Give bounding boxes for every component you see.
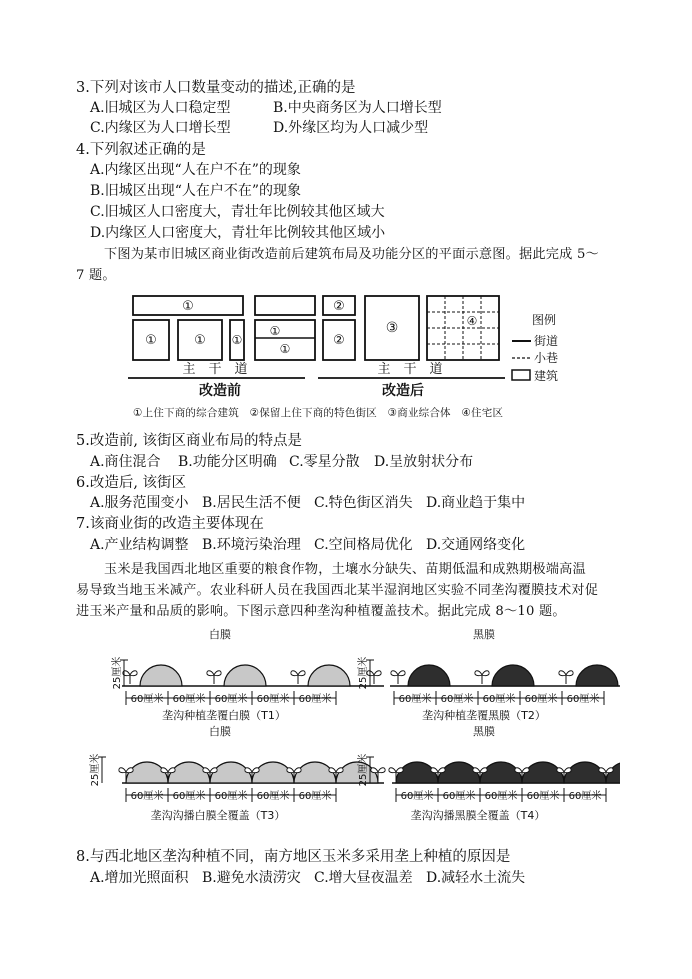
seedling-leaf — [522, 768, 529, 773]
black-film-label-t4: 黑膜 — [473, 725, 495, 738]
width-label: 60厘米 — [526, 791, 560, 802]
intro-paragraph-1-line-2: 7 题。 — [76, 268, 116, 283]
option-d[interactable]: D.内缘区人口密度大，青壮年比例较其他区域小 — [90, 225, 386, 241]
width-label: 60厘米 — [256, 694, 290, 705]
option-d[interactable]: D.外缘区均为人口减少型 — [273, 120, 429, 136]
question-5-options — [90, 452, 473, 472]
seedling-leaf — [210, 768, 217, 773]
ridge-mound — [522, 762, 564, 783]
seedling-leaf — [438, 768, 445, 773]
seedling-leaf — [371, 768, 378, 773]
seedling-leaf — [599, 768, 606, 773]
seedling-leaf — [168, 768, 175, 773]
ridge-mound — [308, 665, 350, 686]
width-label: 60厘米 — [440, 694, 474, 705]
option-c[interactable]: C.零星分散 — [289, 454, 360, 470]
width-label: 60厘米 — [524, 694, 558, 705]
question-8-stem: 8.与西北地区垄沟种植不同，南方地区玉米多采用垄上种植的原因是 — [76, 849, 511, 865]
width-label: 60厘米 — [400, 791, 434, 802]
seedling-leaf — [557, 768, 564, 773]
seedling-leaf — [482, 671, 489, 676]
seedling-leaf — [473, 768, 480, 773]
ridge-mound — [252, 762, 294, 783]
seedling-leaf — [480, 768, 487, 773]
height-label: 25厘米 — [112, 656, 123, 690]
option-d[interactable]: D.减轻水土流失 — [426, 870, 526, 886]
main-road-label: 主 干 道 — [377, 362, 443, 377]
seedling-leaf — [378, 768, 385, 773]
height-label: 25厘米 — [358, 753, 369, 787]
question-3-stem: 3.下列对该市人口数量变动的描述,正确的是 — [76, 80, 356, 96]
option-b[interactable]: B.旧城区出现“人在户不在”的现象 — [90, 183, 302, 199]
seedling-leaf — [214, 671, 221, 676]
after-label: 改造后 — [382, 383, 424, 399]
panel-t1 — [110, 657, 384, 705]
ridge-mound — [336, 762, 378, 783]
legend-building: 建筑 — [534, 369, 559, 383]
seedling-leaf — [398, 671, 405, 676]
width-label: 60厘米 — [442, 791, 476, 802]
question-3-options-row2 — [90, 118, 428, 138]
width-label: 60厘米 — [130, 694, 164, 705]
seedling-leaf — [203, 768, 210, 773]
intro-paragraph-1-line-1: 下图为某市旧城区商业街改造前后建筑布局及功能分区的平面示意图。据此完成 5～ — [104, 247, 599, 262]
question-7-options — [90, 535, 525, 555]
intro-paragraph-2-line-3: 进玉米产量和品质的影响。下图示意四种垄沟种植覆盖技术。据此完成 8～10 题。 — [76, 604, 566, 619]
zone-label-2: ② — [333, 299, 345, 314]
question-3-options-row1 — [90, 98, 442, 118]
height-label: 25厘米 — [90, 753, 101, 787]
width-label: 60厘米 — [568, 791, 602, 802]
seedling-leaf — [389, 768, 396, 773]
street-map-caption: ①上住下商的综合建筑 ②保留上住下商的特色街区 ③商业综合体 ④住宅区 — [133, 407, 504, 419]
option-b[interactable]: B.居民生活不便 — [202, 495, 301, 511]
ridge-furrow-figure — [80, 628, 620, 828]
seedling-leaf — [559, 671, 566, 676]
width-label: 60厘米 — [214, 791, 248, 802]
main-road-label: 主 干 道 — [182, 362, 248, 377]
ridge-mound — [396, 762, 438, 783]
legend-alley: 小巷 — [534, 351, 559, 365]
zone-label-1: ① — [182, 299, 194, 314]
panel-t3 — [88, 754, 385, 802]
option-c[interactable]: C.空间格局优化 — [314, 537, 413, 553]
seedling-leaf — [564, 768, 571, 773]
width-label: 60厘米 — [172, 791, 206, 802]
zone-label-1: ① — [231, 333, 243, 347]
seedling-leaf — [374, 671, 381, 676]
seedling-leaf — [431, 768, 438, 773]
option-b[interactable]: B.环境污染治理 — [202, 537, 301, 553]
street-layout-figure — [120, 290, 600, 422]
option-a[interactable]: A.增加光照面积 — [90, 870, 189, 886]
width-label: 60厘米 — [398, 694, 432, 705]
ridge-mound — [480, 762, 522, 783]
option-b[interactable]: B.功能分区明确 — [178, 454, 277, 470]
question-8-options — [90, 868, 525, 888]
black-film-label-t2: 黑膜 — [473, 628, 495, 641]
option-c[interactable]: C.旧城区人口密度大，青壮年比例较其他区域大 — [90, 204, 385, 220]
caption-t2: 垄沟种植垄覆黑膜（T2） — [422, 709, 546, 722]
caption-t1: 垄沟种植垄覆白膜（T1） — [162, 709, 286, 722]
intro-paragraph-2-line-1: 玉米是我国西北地区重要的粮食作物，土壤水分缺失、苗期低温和成熟期极端高温 — [104, 562, 586, 577]
before-label: 改造前 — [199, 383, 241, 399]
option-d[interactable]: D.交通网络变化 — [426, 537, 526, 553]
seedling-leaf — [391, 671, 398, 676]
option-a[interactable]: A.内缘区出现“人在户不在”的现象 — [90, 162, 301, 178]
zone-label-2: ② — [333, 333, 345, 348]
ridge-mound — [224, 665, 266, 686]
legend-street: 街道 — [534, 334, 559, 348]
panel-t4 — [356, 754, 620, 802]
width-label: 60厘米 — [172, 694, 206, 705]
legend — [512, 312, 558, 383]
seedling-leaf — [207, 671, 214, 676]
zone-label-1: ① — [145, 333, 157, 348]
seedling-leaf — [475, 671, 482, 676]
seedling-leaf — [245, 768, 252, 773]
legend-title: 图例 — [532, 313, 557, 327]
question-6-stem: 6.改造后, 该街区 — [76, 475, 187, 491]
seedling-leaf — [329, 768, 336, 773]
caption-t4: 垄沟沟播黑膜全覆盖（T4） — [410, 809, 546, 822]
option-d[interactable]: D.商业趋于集中 — [426, 495, 526, 511]
option-a[interactable]: A.服务范围变小 — [90, 495, 189, 511]
seedling-leaf — [294, 768, 301, 773]
seedling-leaf — [287, 768, 294, 773]
seedling-leaf — [130, 671, 137, 676]
seedling-leaf — [606, 768, 613, 773]
ridge-mound — [210, 762, 252, 783]
zone-label-1: ① — [269, 324, 281, 338]
seedling-leaf — [291, 671, 298, 676]
question-4-stem: 4.下列叙述正确的是 — [76, 142, 206, 158]
ridge-mound — [576, 665, 618, 686]
ridge-mound — [168, 762, 210, 783]
ridge-mound — [438, 762, 480, 783]
zone-label-3: ③ — [385, 320, 399, 336]
building-before-top-right — [255, 296, 315, 315]
question-6-options — [90, 493, 525, 513]
question-7-stem: 7.该商业街的改造主要体现在 — [76, 516, 264, 532]
seedling-leaf — [119, 768, 126, 773]
ridge-mound — [564, 762, 606, 783]
width-label: 60厘米 — [484, 791, 518, 802]
question-5-stem: 5.改造前, 该街区商业布局的特点是 — [76, 433, 303, 449]
white-film-label-t1: 白膜 — [209, 628, 231, 641]
seedling-leaf — [161, 768, 168, 773]
ridge-mound — [126, 762, 168, 783]
option-a[interactable]: A.旧城区为人口稳定型 — [90, 100, 231, 116]
option-c[interactable]: C.增大昼夜温差 — [314, 870, 413, 886]
ridge-mound — [140, 665, 182, 686]
option-c[interactable]: C.特色街区消失 — [314, 495, 413, 511]
after-renovation-map — [318, 296, 505, 399]
option-b[interactable]: B.避免水渍涝灾 — [202, 870, 301, 886]
width-label: 60厘米 — [298, 694, 332, 705]
seedling-leaf — [566, 671, 573, 676]
ridge-mound — [294, 762, 336, 783]
ridge-mound — [408, 665, 450, 686]
option-a[interactable]: A.产业结构调整 — [90, 537, 189, 553]
ridge-mound — [492, 665, 534, 686]
seedling-leaf — [298, 671, 305, 676]
caption-t3: 垄沟沟播白膜全覆盖（T3） — [150, 809, 286, 822]
zone-label-4: ④ — [466, 314, 478, 328]
seedling-leaf — [515, 768, 522, 773]
option-b[interactable]: B.中央商务区为人口增长型 — [273, 100, 442, 116]
width-label: 60厘米 — [130, 791, 164, 802]
width-label: 60厘米 — [298, 791, 332, 802]
panel-t2 — [356, 657, 620, 705]
zone-label-1: ① — [194, 333, 206, 348]
width-label: 60厘米 — [482, 694, 516, 705]
seedling-leaf — [252, 768, 259, 773]
white-film-label-t3: 白膜 — [209, 725, 231, 738]
option-c[interactable]: C.内缘区为人口增长型 — [90, 120, 231, 136]
seedling-leaf — [336, 768, 343, 773]
seedling-leaf — [396, 768, 403, 773]
before-renovation-map — [128, 296, 315, 399]
zone-label-1: ① — [279, 342, 291, 356]
option-d[interactable]: D.呈放射状分布 — [374, 454, 474, 470]
width-label: 60厘米 — [214, 694, 248, 705]
intro-paragraph-2-line-2: 易导致当地玉米减产。农业科研人员在我国西北某半湿润地区实验不同垄沟覆膜技术对促 — [76, 583, 599, 598]
seedling-leaf — [126, 768, 133, 773]
height-label: 25厘米 — [358, 656, 369, 690]
width-label: 60厘米 — [256, 791, 290, 802]
option-a[interactable]: A.商住混合 — [90, 454, 161, 470]
width-label: 60厘米 — [566, 694, 600, 705]
